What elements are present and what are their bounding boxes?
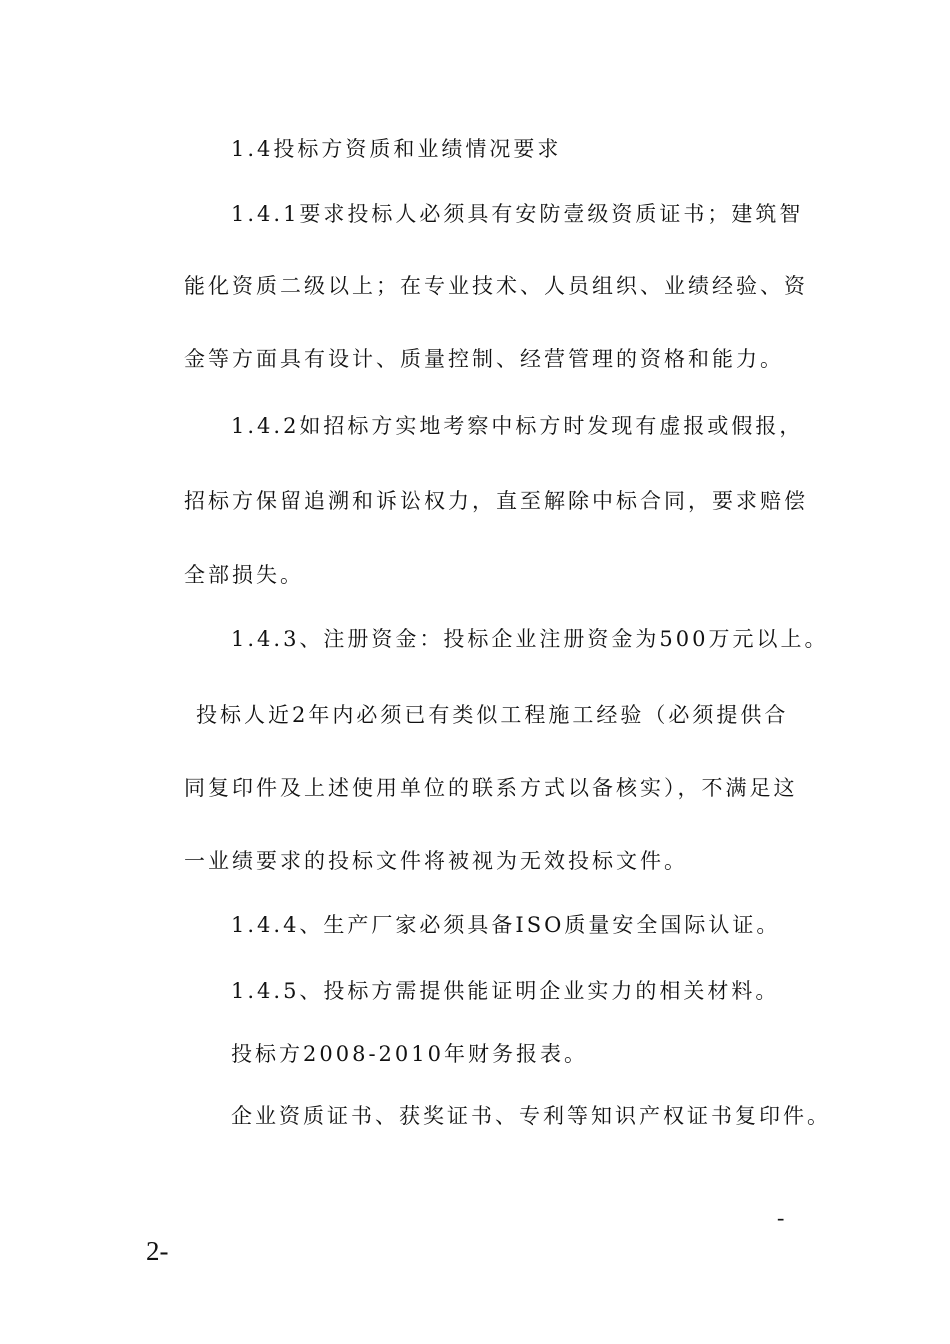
paragraph-experience-line-3: 一业绩要求的投标文件将被视为无效投标文件。 bbox=[184, 849, 688, 873]
paragraph-1-4-1-line-3: 金等方面具有设计、质量控制、经营管理的资格和能力。 bbox=[184, 347, 784, 371]
paragraph-1-4-2-line-2: 招标方保留追溯和诉讼权力，直至解除中标合同，要求赔偿 bbox=[184, 489, 808, 513]
paragraph-certificates: 企业资质证书、获奖证书、专利等知识产权证书复印件。 bbox=[231, 1104, 831, 1128]
paragraph-1-4-1-line-2: 能化资质二级以上；在专业技术、人员组织、业绩经验、资 bbox=[184, 274, 808, 298]
paragraph-1-4-5: 1.4.5、投标方需提供能证明企业实力的相关材料。 bbox=[231, 979, 780, 1003]
paragraph-1-4-3-line-1: 1.4.3、注册资金：投标企业注册资金为500万元以上。 bbox=[231, 627, 829, 651]
paragraph-experience-line-2: 同复印件及上述使用单位的联系方式以备核实），不满足这 bbox=[184, 776, 798, 800]
paragraph-1-4-2-line-3: 全部损失。 bbox=[184, 563, 304, 587]
page-number: 2- bbox=[146, 1236, 169, 1266]
paragraph-1-4-2-line-1: 1.4.2如招标方实地考察中标方时发现有虚报或假报， bbox=[231, 414, 804, 438]
paragraph-1-4-1-line-1: 1.4.1要求投标人必须具有安防壹级资质证书；建筑智 bbox=[231, 202, 804, 226]
paragraph-1-4-4: 1.4.4、生产厂家必须具备ISO质量安全国际认证。 bbox=[231, 913, 781, 937]
paragraph-financial-statements: 投标方2008-2010年财务报表。 bbox=[231, 1042, 588, 1066]
section-heading-1-4: 1.4投标方资质和业绩情况要求 bbox=[231, 137, 562, 161]
footer-dash: - bbox=[777, 1205, 785, 1230]
paragraph-experience-line-1: 投标人近2年内必须已有类似工程施工经验（必须提供合 bbox=[196, 703, 789, 727]
